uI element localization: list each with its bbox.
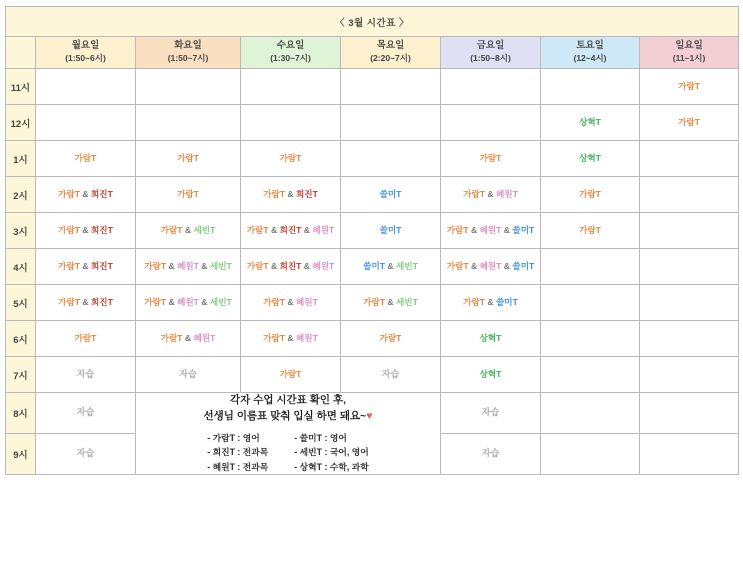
teacher-label: 가람T bbox=[678, 80, 700, 91]
teacher-label: 가람T bbox=[363, 296, 385, 307]
teacher-label: 희진T bbox=[90, 188, 113, 199]
teacher-label: 가람T bbox=[246, 224, 269, 235]
timetable-cell bbox=[341, 141, 441, 177]
self-study-label: 자습 bbox=[481, 407, 500, 418]
ampersand: & bbox=[285, 188, 296, 199]
teacher-label: 가람T bbox=[279, 368, 302, 379]
teacher-label: 가람T bbox=[479, 152, 502, 163]
ampersand: & bbox=[80, 188, 91, 199]
row-time-label: 4시 bbox=[6, 249, 36, 285]
class-entry bbox=[36, 225, 135, 236]
class-entry bbox=[136, 369, 240, 381]
teacher-label: 혜원T bbox=[312, 224, 335, 235]
timetable-cell bbox=[541, 213, 640, 249]
teacher-label: 가람T bbox=[463, 188, 485, 199]
header-corner bbox=[6, 37, 36, 69]
teacher-label: 가람T bbox=[144, 260, 167, 271]
timetable-cell bbox=[640, 177, 739, 213]
self-study-label: 자습 bbox=[76, 368, 95, 379]
timetable-cell bbox=[341, 357, 441, 393]
timetable-row bbox=[6, 321, 739, 357]
timetable-cell bbox=[441, 213, 541, 249]
self-study-label: 자습 bbox=[76, 448, 95, 459]
timetable-cell bbox=[541, 393, 640, 434]
timetable-cell bbox=[36, 69, 136, 105]
day-hours: (11~1시) bbox=[672, 53, 706, 64]
timetable-cell bbox=[241, 357, 341, 393]
teacher-label: 가람T bbox=[279, 152, 302, 163]
ampersand: & bbox=[182, 224, 194, 235]
teacher-label: 혜원T bbox=[479, 224, 502, 235]
teacher-label: 쓸미T bbox=[363, 260, 385, 271]
class-entry bbox=[36, 297, 135, 308]
timetable-cell bbox=[36, 213, 136, 249]
teacher-label: 혜원T bbox=[295, 332, 318, 343]
timetable-cell bbox=[640, 357, 739, 393]
timetable-cell bbox=[341, 69, 441, 105]
timetable-cell bbox=[341, 285, 441, 321]
teacher-label: 가람T bbox=[58, 224, 80, 235]
timetable-cell bbox=[241, 69, 341, 105]
timetable-cell bbox=[341, 177, 441, 213]
timetable-row bbox=[6, 249, 739, 285]
timetable-cell bbox=[36, 321, 136, 357]
class-entry bbox=[441, 189, 540, 200]
legend-item: - 혜원T : 전과목 bbox=[207, 461, 269, 472]
day-header-5 bbox=[541, 37, 640, 69]
row-time-label: 3시 bbox=[6, 213, 36, 249]
timetable-cell bbox=[341, 321, 441, 357]
timetable-cell bbox=[640, 141, 739, 177]
class-entry bbox=[341, 297, 440, 308]
class-entry bbox=[241, 153, 340, 164]
timetable-cell bbox=[441, 141, 541, 177]
legend-item: - 상혁T : 수학, 과학 bbox=[294, 461, 369, 472]
class-entry bbox=[241, 333, 340, 344]
ampersand: & bbox=[166, 296, 178, 307]
legend-column-right bbox=[294, 431, 368, 475]
timetable-cell bbox=[640, 434, 739, 475]
class-entry bbox=[136, 189, 240, 200]
teacher-label: 가람T bbox=[579, 224, 601, 235]
class-entry bbox=[541, 153, 639, 164]
teacher-label: 가람T bbox=[144, 296, 167, 307]
class-entry bbox=[441, 261, 540, 272]
day-header-2 bbox=[241, 37, 341, 69]
teacher-label: 쓸미T bbox=[495, 296, 518, 307]
timetable-cell bbox=[640, 393, 739, 434]
timetable-cell bbox=[441, 285, 541, 321]
timetable-cell bbox=[36, 249, 136, 285]
class-entry bbox=[441, 369, 540, 380]
timetable-cell bbox=[541, 177, 640, 213]
timetable-cell bbox=[241, 321, 341, 357]
timetable-row bbox=[6, 105, 739, 141]
class-entry bbox=[541, 117, 639, 128]
teacher-label: 가람T bbox=[246, 260, 269, 271]
teacher-label: 혜원T bbox=[295, 296, 318, 307]
page-title: 〈 3월 시간표 〉 bbox=[6, 7, 739, 37]
class-entry bbox=[136, 333, 240, 344]
teacher-label: 세빈T bbox=[193, 224, 216, 235]
row-time-label: 7시 bbox=[6, 357, 36, 393]
class-entry bbox=[36, 333, 135, 344]
day-name: 월요일 bbox=[71, 40, 100, 52]
ampersand: & bbox=[301, 224, 313, 235]
timetable-cell bbox=[136, 69, 241, 105]
class-entry bbox=[341, 225, 440, 236]
teacher-label: 가람T bbox=[263, 188, 285, 199]
timetable-cell bbox=[36, 357, 136, 393]
class-entry bbox=[341, 189, 440, 200]
timetable-cell bbox=[241, 213, 341, 249]
timetable-cell bbox=[36, 393, 136, 434]
teacher-label: 가람T bbox=[58, 296, 80, 307]
class-entry bbox=[241, 261, 340, 272]
teacher-label: 가람T bbox=[74, 332, 97, 343]
timetable-cell bbox=[541, 69, 640, 105]
timetable-cell bbox=[241, 177, 341, 213]
legend-item: - 가람T : 영어 bbox=[207, 432, 260, 443]
teacher-label: 가람T bbox=[463, 296, 485, 307]
timetable-cell bbox=[441, 434, 541, 475]
timetable-cell bbox=[136, 105, 241, 141]
day-header-row bbox=[6, 37, 739, 69]
teacher-label: 가람T bbox=[678, 116, 700, 127]
row-time-label: 9시 bbox=[6, 434, 36, 475]
teacher-label: 희진T bbox=[279, 224, 302, 235]
timetable-body bbox=[6, 69, 739, 475]
class-entry bbox=[241, 225, 340, 236]
timetable-cell bbox=[640, 249, 739, 285]
teacher-label: 가람T bbox=[263, 296, 285, 307]
legend-item: - 희진T : 전과목 bbox=[207, 447, 269, 457]
timetable-cell bbox=[36, 434, 136, 475]
self-study-label: 자습 bbox=[381, 368, 400, 379]
timetable-row bbox=[6, 357, 739, 393]
teacher-label: 세빈T bbox=[209, 260, 232, 271]
class-entry bbox=[136, 297, 240, 308]
timetable-cell bbox=[441, 105, 541, 141]
legend-item: - 쓸미T : 영어 bbox=[294, 432, 347, 443]
teacher-label: 가람T bbox=[160, 224, 183, 235]
day-hours: (1:50~8시) bbox=[470, 53, 511, 64]
day-header-6 bbox=[640, 37, 739, 69]
teacher-label: 가람T bbox=[58, 260, 80, 271]
timetable-cell bbox=[541, 357, 640, 393]
teacher-label: 가람T bbox=[446, 260, 469, 271]
ampersand: & bbox=[485, 188, 496, 199]
ampersand: & bbox=[301, 260, 313, 271]
timetable-cell bbox=[241, 105, 341, 141]
day-header-1 bbox=[136, 37, 241, 69]
timetable-row bbox=[6, 69, 739, 105]
teacher-label: 세빈T bbox=[209, 296, 232, 307]
teacher-label: 가람T bbox=[579, 188, 601, 199]
class-entry bbox=[441, 407, 540, 419]
timetable-cell bbox=[36, 141, 136, 177]
heart-icon: ♥ bbox=[366, 409, 373, 422]
timetable-cell bbox=[341, 105, 441, 141]
timetable-cell bbox=[640, 285, 739, 321]
timetable-cell bbox=[640, 321, 739, 357]
timetable-cell bbox=[441, 321, 541, 357]
teacher-label: 희진T bbox=[90, 260, 113, 271]
class-entry bbox=[36, 448, 135, 460]
title-row bbox=[6, 7, 739, 37]
class-entry bbox=[241, 189, 340, 200]
timetable-cell bbox=[136, 141, 241, 177]
note-heading bbox=[136, 393, 440, 425]
day-hours: (2:20~7시) bbox=[370, 53, 411, 64]
class-entry bbox=[640, 117, 738, 128]
ampersand: & bbox=[468, 224, 480, 235]
ampersand: & bbox=[501, 260, 513, 271]
teacher-label: 세빈T bbox=[395, 296, 418, 307]
class-entry bbox=[36, 189, 135, 200]
note-box bbox=[136, 393, 441, 475]
timetable-row bbox=[6, 393, 739, 434]
teacher-label: 희진T bbox=[295, 188, 318, 199]
row-time-label: 1시 bbox=[6, 141, 36, 177]
teacher-label: 가람T bbox=[446, 224, 469, 235]
timetable-row bbox=[6, 213, 739, 249]
day-name: 목요일 bbox=[376, 40, 405, 52]
teacher-label: 가람T bbox=[160, 332, 183, 343]
ampersand: & bbox=[385, 296, 396, 307]
timetable-cell bbox=[136, 285, 241, 321]
class-entry bbox=[441, 297, 540, 308]
class-entry bbox=[341, 369, 440, 381]
teacher-label: 혜원T bbox=[177, 296, 199, 307]
class-entry bbox=[541, 225, 639, 236]
row-time-label: 2시 bbox=[6, 177, 36, 213]
self-study-label: 자습 bbox=[179, 368, 197, 379]
class-entry bbox=[36, 261, 135, 272]
timetable-cell bbox=[441, 177, 541, 213]
timetable-cell bbox=[241, 141, 341, 177]
ampersand: & bbox=[182, 332, 194, 343]
ampersand: & bbox=[166, 260, 178, 271]
teacher-label: 가람T bbox=[58, 188, 80, 199]
note-heading-line2: 선생님 이름표 맞춰 입실 하면 돼요~♥ bbox=[203, 409, 373, 422]
legend-item: - 세빈T : 국어, 영어 bbox=[294, 447, 369, 457]
day-header-0 bbox=[36, 37, 136, 69]
teacher-label: 혜원T bbox=[479, 260, 502, 271]
row-time-label: 8시 bbox=[6, 393, 36, 434]
day-header-3 bbox=[341, 37, 441, 69]
timetable bbox=[5, 6, 739, 475]
teacher-label: 혜원T bbox=[177, 260, 199, 271]
timetable-row bbox=[6, 177, 739, 213]
day-hours: (1:30~7시) bbox=[270, 53, 311, 64]
ampersand: & bbox=[285, 296, 296, 307]
class-entry bbox=[341, 261, 440, 272]
day-name: 일요일 bbox=[675, 40, 703, 52]
timetable-row bbox=[6, 285, 739, 321]
row-time-label: 6시 bbox=[6, 321, 36, 357]
timetable-cell bbox=[640, 69, 739, 105]
timetable-cell bbox=[541, 285, 640, 321]
timetable-cell bbox=[341, 249, 441, 285]
class-entry bbox=[136, 261, 240, 272]
teacher-label: 쓸미T bbox=[512, 260, 535, 271]
teacher-label: 가람T bbox=[177, 152, 199, 163]
day-name: 화요일 bbox=[174, 40, 202, 52]
teacher-label: 상혁T bbox=[579, 116, 601, 127]
class-entry bbox=[441, 153, 540, 164]
timetable-cell bbox=[441, 357, 541, 393]
ampersand: & bbox=[501, 224, 513, 235]
class-entry bbox=[36, 153, 135, 164]
day-name: 수요일 bbox=[276, 40, 305, 52]
class-entry bbox=[541, 189, 639, 200]
ampersand: & bbox=[80, 260, 91, 271]
day-hours: (1:50~7시) bbox=[167, 53, 209, 64]
teacher-label: 가람T bbox=[263, 332, 285, 343]
timetable-cell bbox=[136, 357, 241, 393]
ampersand: & bbox=[285, 332, 296, 343]
teacher-label: 가람T bbox=[379, 332, 402, 343]
teacher-legend bbox=[136, 431, 440, 475]
timetable-cell bbox=[341, 213, 441, 249]
class-entry bbox=[241, 369, 340, 380]
ampersand: & bbox=[485, 296, 496, 307]
ampersand: & bbox=[385, 260, 396, 271]
teacher-label: 혜원T bbox=[495, 188, 518, 199]
teacher-label: 세빈T bbox=[395, 260, 418, 271]
timetable-cell bbox=[441, 69, 541, 105]
day-header-4 bbox=[441, 37, 541, 69]
day-hours: (1:50~6시) bbox=[65, 53, 106, 64]
day-hours: (12~4시) bbox=[573, 53, 607, 64]
class-entry bbox=[441, 448, 540, 460]
legend-column-left bbox=[207, 431, 268, 475]
teacher-label: 가람T bbox=[177, 188, 199, 199]
teacher-label: 혜원T bbox=[312, 260, 335, 271]
teacher-label: 희진T bbox=[90, 224, 113, 235]
teacher-label: 희진T bbox=[90, 296, 113, 307]
teacher-label: 희진T bbox=[279, 260, 302, 271]
class-entry bbox=[640, 81, 738, 92]
teacher-label: 상혁T bbox=[579, 152, 601, 163]
row-time-label: 12시 bbox=[6, 105, 36, 141]
class-entry bbox=[341, 333, 440, 344]
timetable-cell bbox=[541, 321, 640, 357]
ampersand: & bbox=[198, 296, 210, 307]
teacher-label: 상혁T bbox=[479, 368, 502, 379]
ampersand: & bbox=[268, 224, 280, 235]
timetable-row bbox=[6, 141, 739, 177]
teacher-label: 쓸미T bbox=[379, 188, 402, 199]
ampersand: & bbox=[80, 224, 91, 235]
ampersand: & bbox=[80, 296, 91, 307]
teacher-label: 혜원T bbox=[193, 332, 216, 343]
timetable-cell bbox=[241, 249, 341, 285]
class-entry bbox=[136, 225, 240, 236]
row-time-label: 11시 bbox=[6, 69, 36, 105]
timetable-cell bbox=[36, 177, 136, 213]
teacher-label: 쓸미T bbox=[512, 224, 535, 235]
timetable-cell bbox=[640, 213, 739, 249]
class-entry bbox=[441, 333, 540, 344]
timetable-cell bbox=[541, 105, 640, 141]
timetable-cell bbox=[541, 141, 640, 177]
class-entry bbox=[36, 369, 135, 381]
timetable-cell bbox=[136, 177, 241, 213]
row-time-label: 5시 bbox=[6, 285, 36, 321]
timetable-cell bbox=[136, 213, 241, 249]
day-name: 토요일 bbox=[576, 40, 604, 52]
self-study-label: 자습 bbox=[481, 448, 500, 459]
self-study-label: 자습 bbox=[76, 407, 95, 418]
timetable-cell bbox=[441, 393, 541, 434]
timetable-cell bbox=[541, 434, 640, 475]
teacher-label: 상혁T bbox=[479, 332, 502, 343]
ampersand: & bbox=[198, 260, 210, 271]
ampersand: & bbox=[468, 260, 480, 271]
teacher-label: 가람T bbox=[74, 152, 97, 163]
class-entry bbox=[241, 297, 340, 308]
class-entry bbox=[136, 153, 240, 164]
timetable-cell bbox=[36, 285, 136, 321]
ampersand: & bbox=[268, 260, 280, 271]
day-name: 금요일 bbox=[476, 40, 505, 52]
teacher-label: 쓸미T bbox=[379, 224, 402, 235]
timetable-cell bbox=[541, 249, 640, 285]
class-entry bbox=[441, 225, 540, 236]
class-entry bbox=[36, 407, 135, 419]
timetable-cell bbox=[640, 105, 739, 141]
timetable-cell bbox=[241, 285, 341, 321]
timetable-cell bbox=[441, 249, 541, 285]
timetable-cell bbox=[36, 105, 136, 141]
timetable-cell bbox=[136, 321, 241, 357]
note-heading-line1: 각자 수업 시간표 확인 후, bbox=[229, 394, 347, 406]
timetable-cell bbox=[136, 249, 241, 285]
